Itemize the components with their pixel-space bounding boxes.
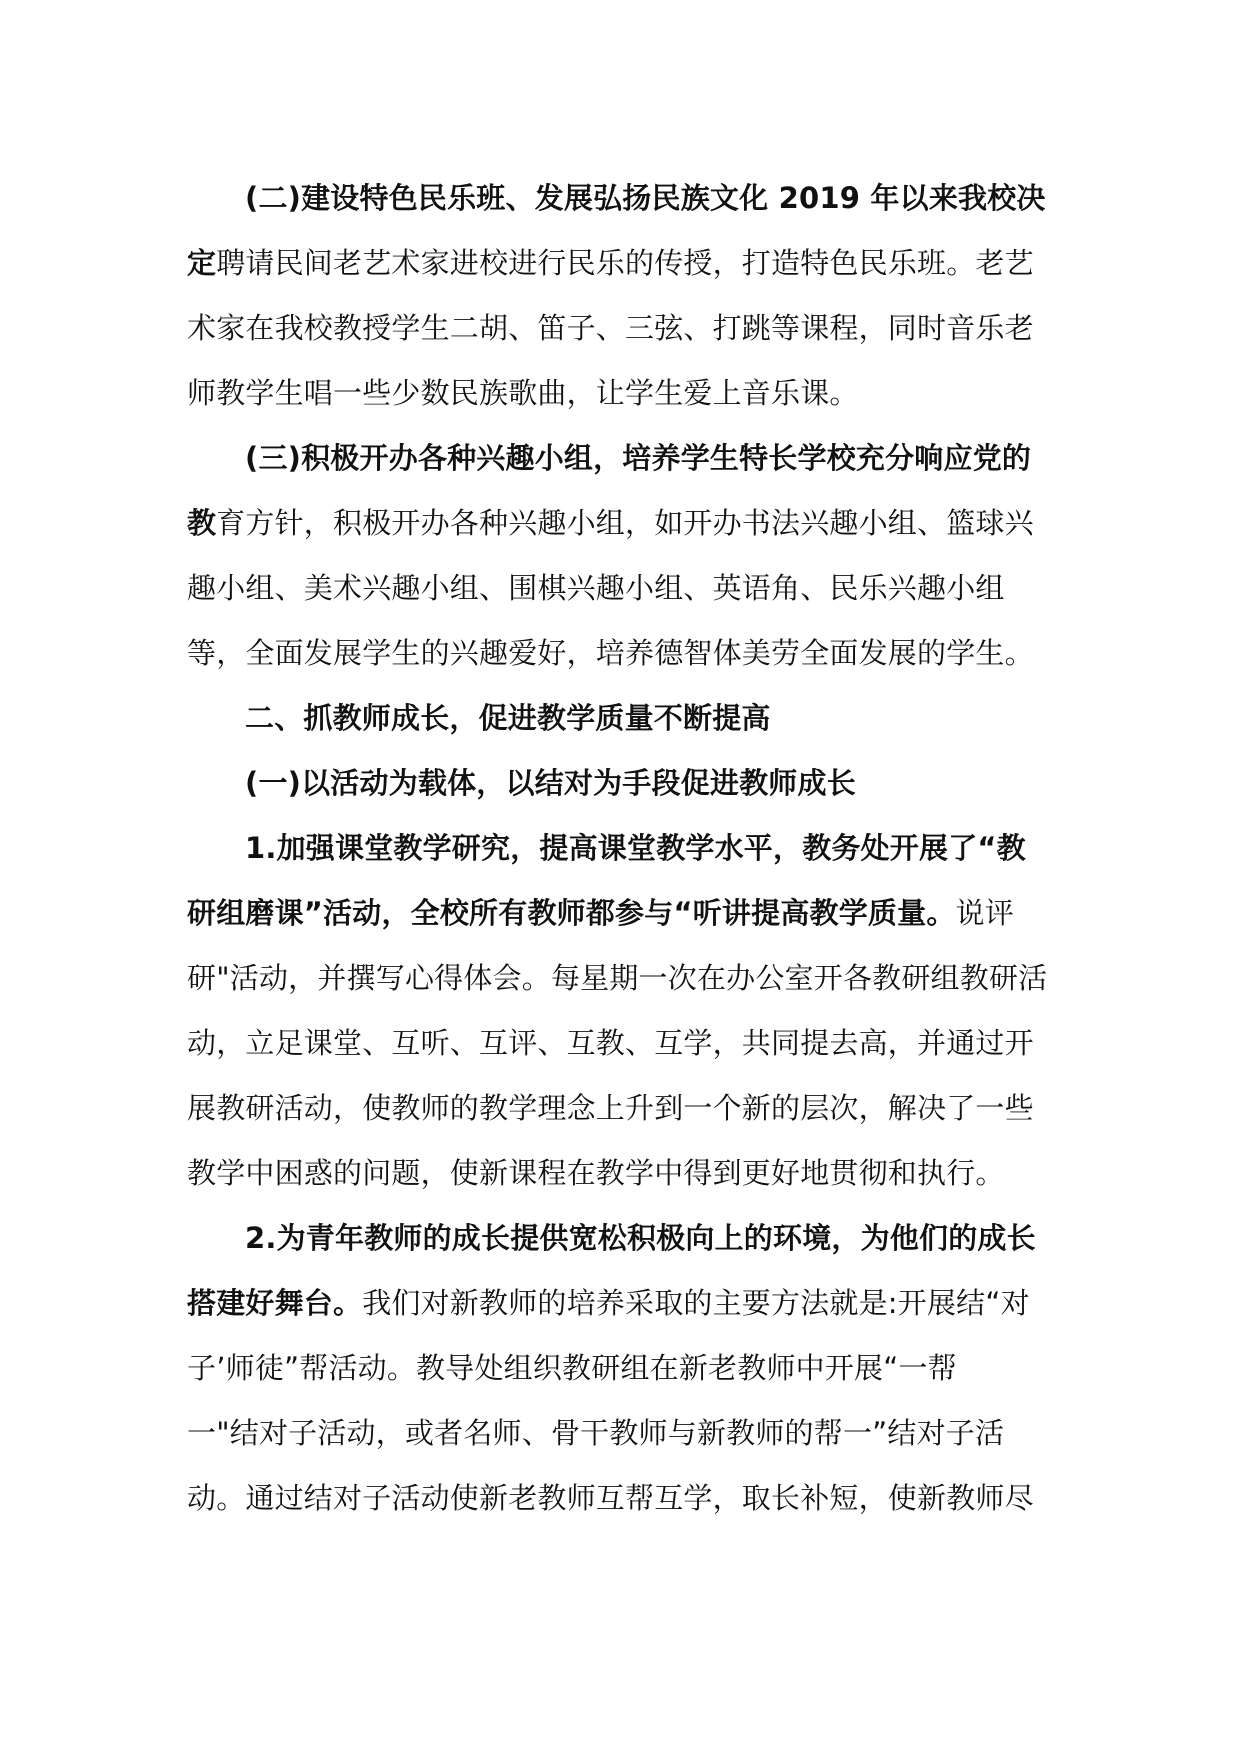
text-line — [187, 1206, 1052, 1271]
text-line — [187, 881, 1052, 946]
text-line — [187, 621, 1052, 686]
text-run: 育方针，积极开办各种兴趣小组，如开办书法兴趣小组、篮球兴 — [216, 506, 1034, 540]
bold-run: (二)建设特色民乐班、发展弘扬民族文化 2019 年以来我校决 — [245, 181, 1046, 215]
text-line — [187, 166, 1052, 231]
text-line — [187, 426, 1052, 491]
text-line — [187, 231, 1052, 296]
text-line — [187, 1401, 1052, 1466]
text-run: 一"结对子活动，或者名师、骨干教师与新教师的帮一”结对子活 — [187, 1416, 1005, 1450]
bold-run: 定 — [187, 246, 217, 280]
text-run: 师教学生唱一些少数民族歌曲，让学生爱上音乐课。 — [187, 376, 859, 410]
bold-run: 教 — [187, 506, 217, 540]
text-line — [187, 1466, 1052, 1531]
text-line — [187, 1336, 1052, 1401]
bold-run: 搭建好舞台。 — [187, 1286, 363, 1320]
text-run: 教学中困惑的问题，使新课程在教学中得到更好地贯彻和执行。 — [187, 1156, 1005, 1190]
bold-run: 2.为青年教师的成长提供宽松积极向上的环境，为他们的成长 — [245, 1221, 1036, 1255]
text-run: 说评 — [955, 896, 1014, 930]
text-line — [187, 1011, 1052, 1076]
text-run: 术家在我校教授学生二胡、笛子、三弦、打跳等课程，同时音乐老 — [187, 311, 1034, 345]
text-run: 子’师徒”帮活动。教导处组织教研组在新老教师中开展“一帮 — [187, 1351, 957, 1385]
text-line — [187, 491, 1052, 556]
text-line — [187, 556, 1052, 621]
bold-run: (三)积极开办各种兴趣小组，培养学生特长学校充分响应党的 — [245, 441, 1032, 475]
bold-run: 二、抓教师成长，促进教学质量不断提高 — [245, 701, 771, 735]
document-body — [187, 166, 1052, 1531]
text-run: 动，立足课堂、互听、互评、互教、互学，共同提去高，并通过开 — [187, 1026, 1034, 1060]
bold-run: (一)以活动为载体，以结对为手段促进教师成长 — [245, 766, 856, 800]
text-line — [187, 1076, 1052, 1141]
text-line — [187, 296, 1052, 361]
text-line — [187, 1141, 1052, 1206]
text-run: 研"活动，并撰写心得体会。每星期一次在办公室开各教研组教研活 — [187, 961, 1048, 995]
text-run: 我们对新教师的培养采取的主要方法就是:开展结“对 — [362, 1286, 1030, 1320]
bold-run: 研组磨课”活动，全校所有教师都参与“听讲提高教学质量。 — [187, 896, 956, 930]
text-line — [187, 361, 1052, 426]
text-line — [187, 816, 1052, 881]
text-line — [187, 1271, 1052, 1336]
text-run: 动。通过结对子活动使新老教师互帮互学，取长补短，使新教师尽 — [187, 1481, 1034, 1515]
text-run: 聘请民间老艺术家进校进行民乐的传授，打造特色民乐班。老艺 — [216, 246, 1034, 280]
text-line — [187, 751, 1052, 816]
text-run: 等，全面发展学生的兴趣爱好，培养德智体美劳全面发展的学生。 — [187, 636, 1034, 670]
text-line — [187, 686, 1052, 751]
text-run: 展教研活动，使教师的教学理念上升到一个新的层次，解决了一些 — [187, 1091, 1034, 1125]
bold-run: 1.加强课堂教学研究，提高课堂教学水平，教务处开展了“教 — [245, 831, 1026, 865]
text-run: 趣小组、美术兴趣小组、围棋兴趣小组、英语角、民乐兴趣小组 — [187, 571, 1005, 605]
text-line — [187, 946, 1052, 1011]
